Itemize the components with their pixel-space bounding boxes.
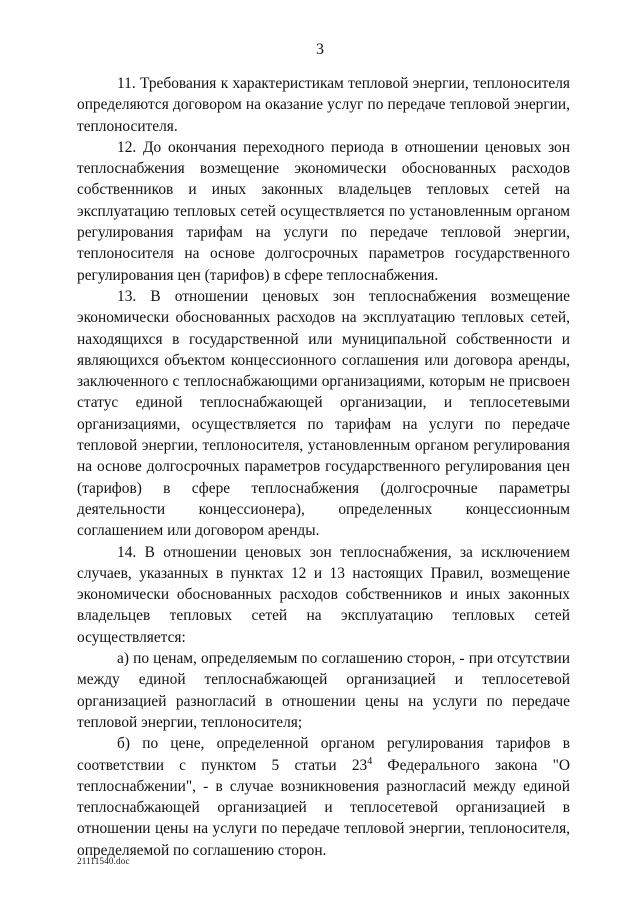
paragraph-14b-text-start: б) по цене, определенной органом регулирования тарифов в соответствии с пунктом 5 статьи 23 xyxy=(77,735,570,774)
article-superscript: 4 xyxy=(367,755,373,767)
paragraph-13: 13. В отношении ценовых зон теплоснабжения возмещение экономически обоснованных расходов на эксплуатацию тепловых сетей, находящихся в государственной или муниципальной собственности и являющихся объектом концессионного соглашения или договора аренды, заключенного с теплоснабжающими организациями, которым не присвоен статус единой теплоснабжающей организации, и теплосетевыми организациями, осуществляется по тарифам на услуги по передаче тепловой энергии, теплоносителя, установленным органом регулирования на основе долгосрочных параметров государственного регулирования цен (тарифов) в сфере теплоснабжения (долгосрочные параметры деятельности концессионера), определенных концессионным соглашением или договором аренды. xyxy=(77,287,570,540)
paragraph-14: 14. В отношении ценовых зон теплоснабжения, за исключением случаев, указанных в пунктах 12 и 13 настоящих Правил, возмещение экономически обоснованных расходов собственников и иных законных владельцев тепловых сетей на эксплуатацию тепловых сетей осуществляется: xyxy=(77,543,570,646)
paragraph-11: 11. Требования к характеристикам тепловой энергии, теплоносителя определяются договором на оказание услуг по передаче тепловой энергии, теплоносителя. xyxy=(77,75,570,135)
paragraph-12: 12. До окончания переходного периода в отношении ценовых зон теплоснабжения возмещение экономически обоснованных расходов собственников и иных законных владельцев тепловых сетей на эксплуатацию тепловых сетей осуществляется по установленным органом регулирования тарифам на услуги по передаче тепловой энергии, теплоносителя на основе долгосрочных параметров государственного регулирования цен (тарифов) в сфере теплоснабжения. xyxy=(77,138,570,284)
page-number: 3 xyxy=(316,41,324,58)
paragraph-14b xyxy=(77,733,570,861)
paragraph-14a: а) по ценам, определяемым по соглашению сторон, - при отсутствии между единой теплоснабжающей организацией и теплосетевой организацией разногласий в отношении цены на услуги по передаче тепловой энергии, теплоносителя; xyxy=(77,650,570,731)
paragraph-14b-text-end: Федерального закона "О теплоснабжении", - в случае возникновения разногласий между единой теплоснабжающей организацией и теплосетевой организацией в отношении цены на услуги по передаче тепловой энергии, теплоносителя, определяемой по соглашению сторон. xyxy=(77,756,570,859)
document-body xyxy=(77,73,570,861)
file-name-footer: 21111540.doc xyxy=(77,856,130,866)
